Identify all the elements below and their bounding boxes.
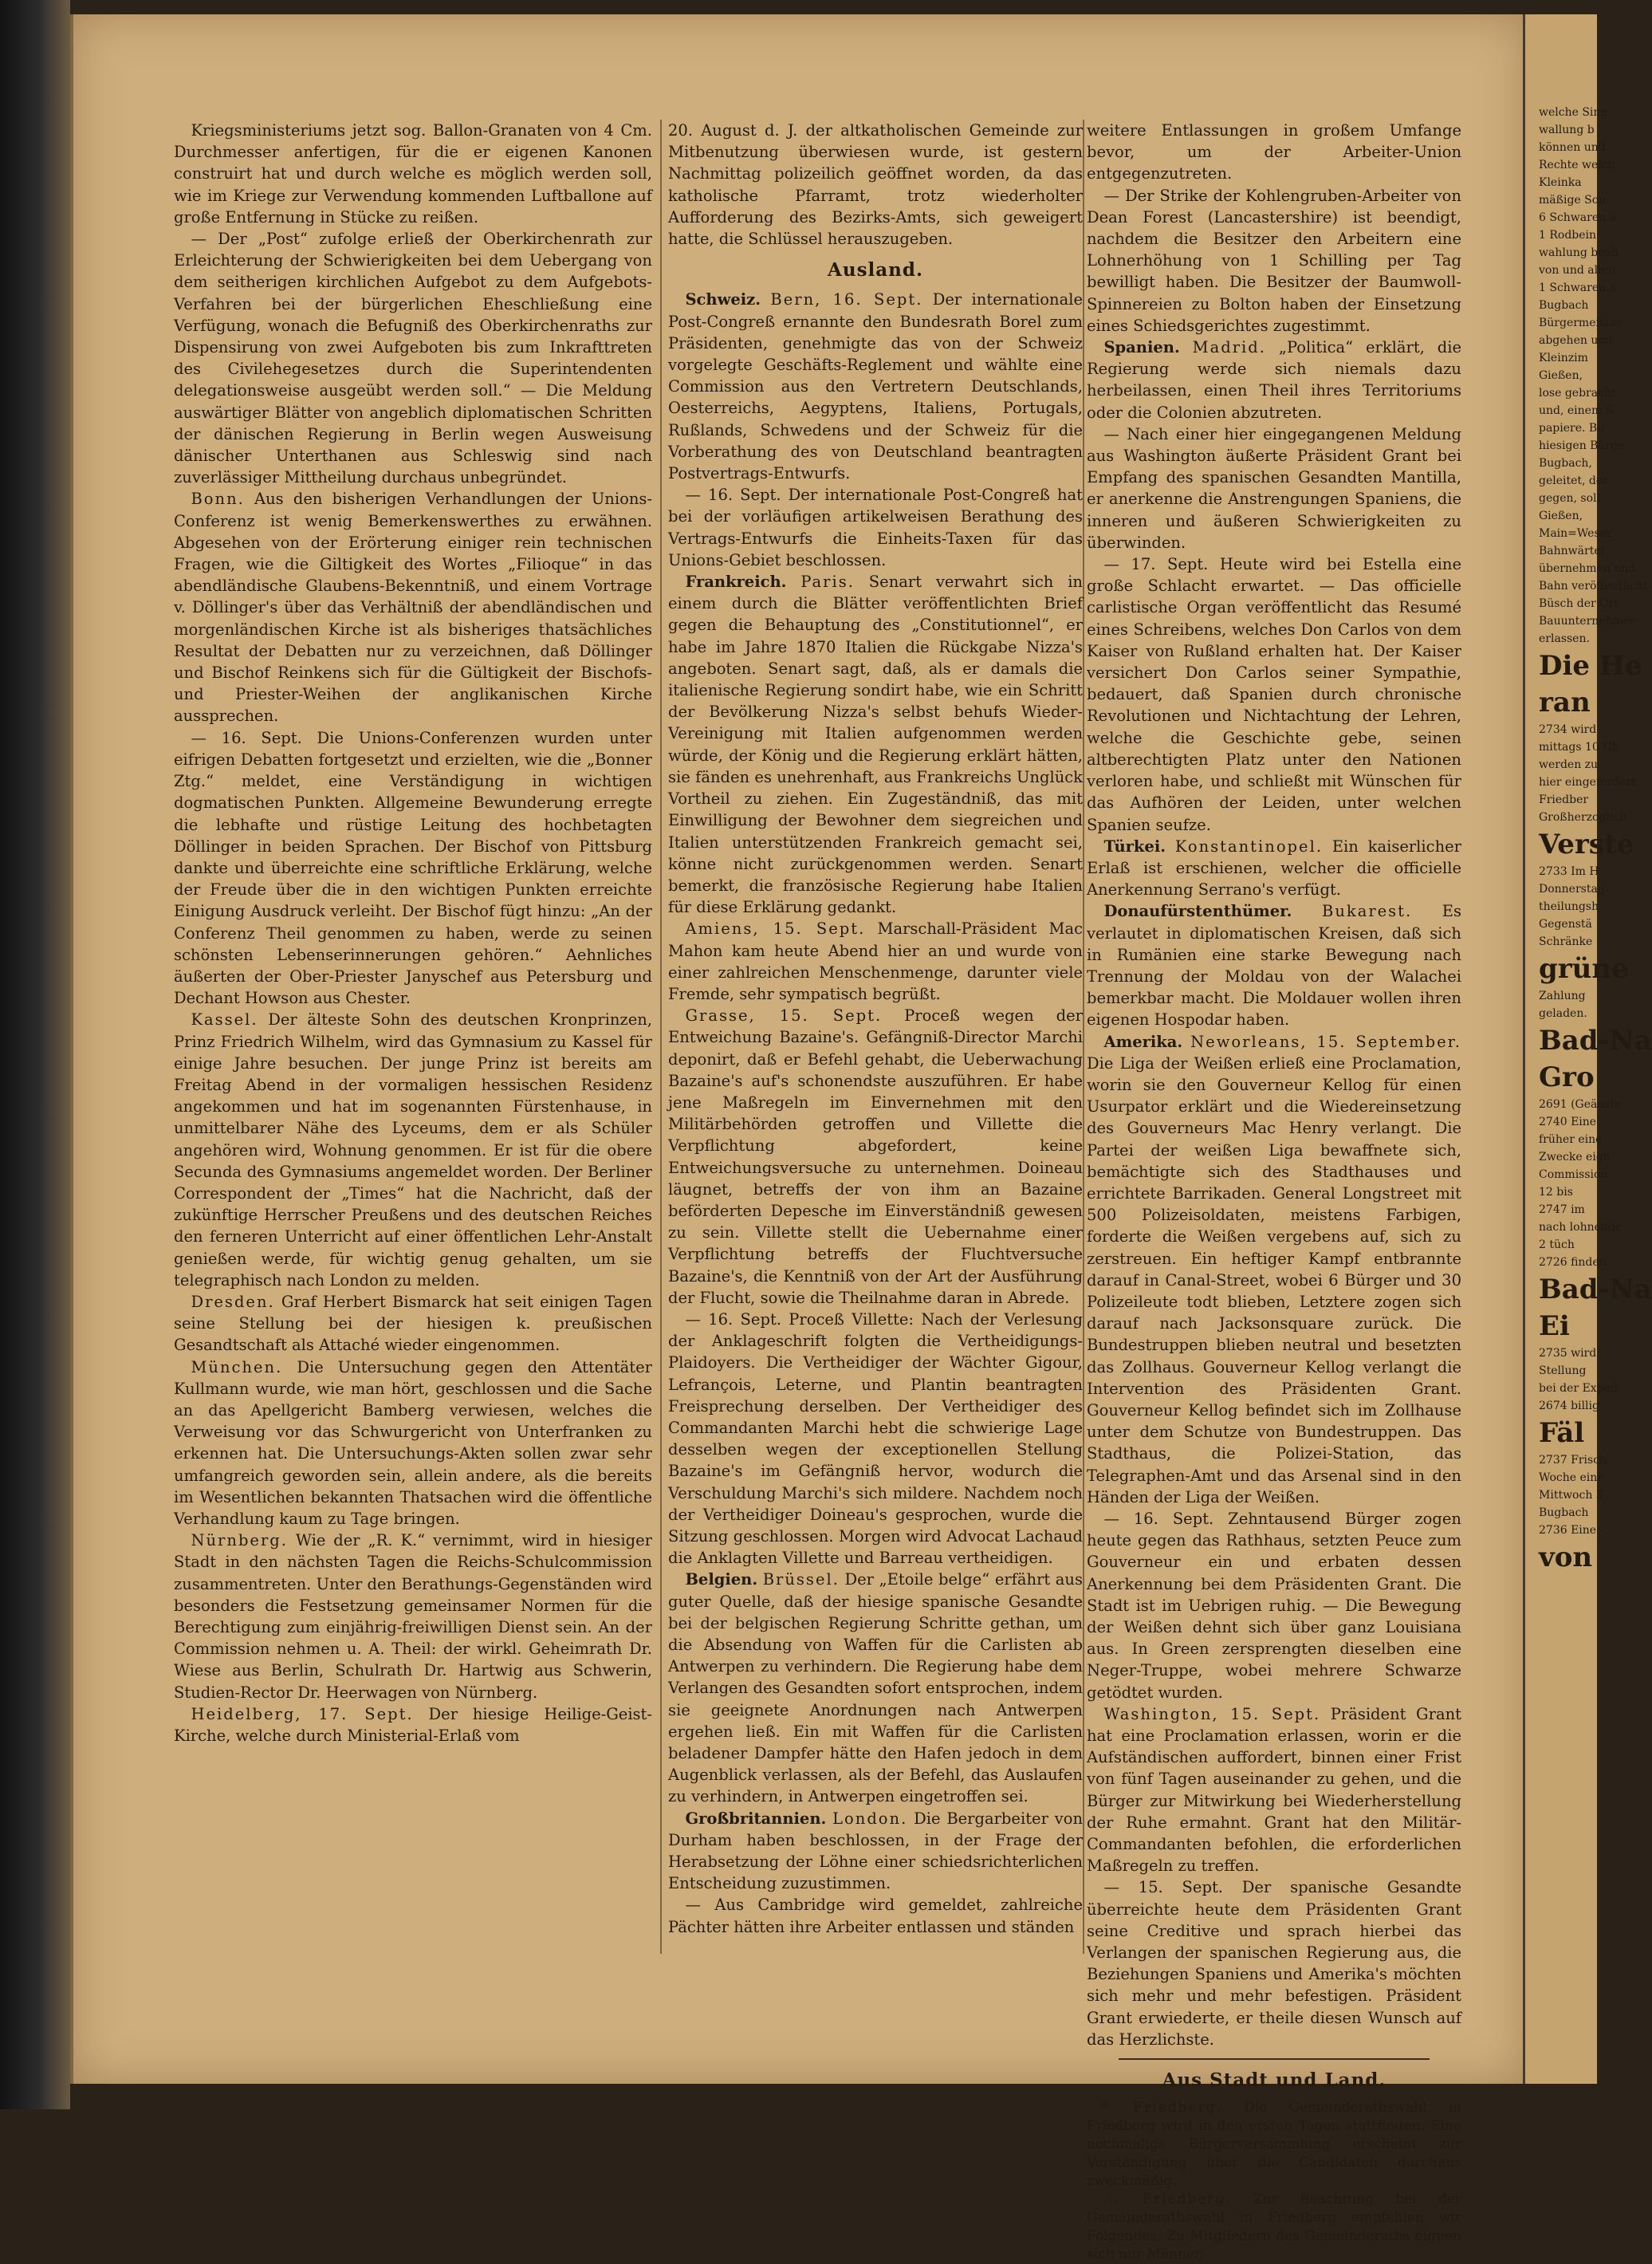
article-text: Die Liga der Weißen erließ eine Proclamation, worin sie den Gouverneur Kellog für einen Usurpator erklärt und die Wiedereinsetzung des Gouverneurs Mac Henry verlangt. Die Partei der weißen Liga bewaffnete sich, bemächtigte sich des Stadthauses und errichtete Barrikaden. General Longstreet mit 500 Polizeisoldaten, meistens Farbigen, forderte die Weißen vergebens auf, sich zu zerstreuen. Ein heftiger Kampf entbrannte darauf in Canal-Street, wobei 6 Bürger und 30 Polizeileute todt blieben, Letztere zogen sich darauf nach Jacksonsquare zurück. Die Bundestruppen blieben neutral und besetzten das Zollhaus. Gouverneur Kellog verlangt die Intervention des Präsidenten Grant. Gouverneur Kellog befindet sich im Zollhause unter dem Schutze von Bundestruppen. Das Stadthaus, die Polizei-Station, das Telegraphen-Amt und das Arsenal sind in den Händen der Liga der Weißen.	[1087, 1053, 1461, 1506]
edge-fragment: Ei	[1539, 1310, 1570, 1342]
column-rule	[660, 120, 662, 1954]
country-heading: Großbritannien.	[685, 1809, 827, 1828]
article-text: Graf Herbert Bismarck hat seit einigen Tagen seine Stellung bei der hiesigen k. preußischen Gesandtschaft als Attaché wieder eingenommen.	[174, 1292, 652, 1355]
edge-fragment: werden zu	[1539, 758, 1599, 771]
adjacent-page-text	[1539, 104, 1652, 1962]
article-text: Wie der „R. K.“ vernimmt, wird in hiesiger Stadt in den nächsten Tagen die Reichs-Schulcommission zusammentreten. Unter den Berathungs-Gegenständen wird besonders die Festsetzung gemeinsamer Normen für die Berechtigung zum einjährig-freiwilligen Dienst sein. An der Commission nehmen u. A. Theil: der wirkl. Geheimrath Dr. Wiese aus Berlin, Schulrath Dr. Hartwig aus Schwerin, Studien-Rector Dr. Heerwagen von Nürnberg.	[174, 1531, 652, 1702]
edge-fragment: 2740 Eine	[1539, 1116, 1597, 1128]
article-paragraph	[1087, 900, 1461, 1030]
article-paragraph	[1087, 1703, 1461, 1877]
dateline: Paris.	[800, 573, 855, 592]
dateline: Bukarest.	[1321, 902, 1413, 921]
edge-fragment: 2726 finden	[1539, 1256, 1607, 1269]
edge-fragment: Bahnwärter	[1539, 545, 1607, 557]
edge-fragment: Rechte welch	[1539, 159, 1615, 171]
article-paragraph	[174, 727, 652, 1010]
edge-fragment: Büsch der Ort	[1539, 597, 1619, 610]
article-text: — 16. Sept. Der internationale Post-Congreß hat bei der vorläufigen artikelweisen Berathung des Vertrags-Entwurfs die Einheits-Taxen für das Unions-Gebiet beschlossen.	[668, 486, 1083, 569]
country-heading: Spanien.	[1103, 338, 1180, 357]
dateline: Grasse, 15. Sept.	[685, 1006, 883, 1026]
article-paragraph	[1087, 836, 1461, 901]
article-text: Der älteste Sohn des deutschen Kronprinzen, Prinz Friedrich Wilhelm, wird das Gymnasium zu Kassel für einige Jahre besuchen. Der junge Prinz ist bereits am Freitag Abend in der vormaligen hessischen Residenz angekommen und hat im sogenannten Fürstenhause, in unmittelbarer Nähe des Lyceums, dem er als Schüler angehören wird, Wohnung genommen. Er ist für die obere Secunda des Gymnasiums angemeldet worden. Der Berliner Correspondent der „Times“ hat die Nachricht, daß der zukünftige Herrscher Preußens und des deutschen Reiches den ferneren Unterricht auf einer öffentlichen Lehr-Anstalt genießen werde, für wichtig genug gehalten, um sie telegraphisch nach London zu melden.	[174, 1010, 652, 1289]
edge-fragment: von und allen	[1539, 264, 1615, 277]
edge-fragment: Bugbach	[1539, 1506, 1589, 1519]
edge-fragment: übernehmen und	[1539, 562, 1636, 575]
article-paragraph	[174, 488, 652, 726]
edge-fragment: Gießen,	[1539, 510, 1583, 522]
edge-fragment: Mittwoch 3	[1539, 1489, 1603, 1502]
article-text: 20. August d. J. der altkatholischen Gemeinde zur Mitbenutzung überwiesen wurde, ist gestern Nachmittag polizeilich geöffnet worden, da das katholische Pfarramt, trotz wiederholter Aufforderung des Bezirks-Amts, sich geweigert hatte, die Schlüssel herauszugeben.	[668, 121, 1083, 249]
article-text: Zur Beachtung bei der Gemeinderathswahl in Friedberg empfehlen wir Folgendes: Zu Mitgliedern des Gemeinderaths eignen sich nur Männer,	[1087, 2191, 1461, 2263]
edge-fragment: mittags 10 Uh	[1539, 741, 1620, 754]
edge-fragment: gegen, soll	[1539, 492, 1600, 505]
article-paragraph	[1087, 1031, 1461, 1508]
country-heading: Türkei.	[1103, 837, 1166, 856]
edge-fragment: wahlung beab	[1539, 246, 1619, 259]
edge-fragment: Fäl	[1539, 1417, 1585, 1449]
edge-fragment: Bad-Na	[1539, 1274, 1652, 1305]
article-paragraph	[174, 120, 652, 228]
edge-fragment: 2 tüch	[1539, 1238, 1575, 1251]
dateline: * Friedberg.	[1101, 2100, 1223, 2116]
edge-fragment: Bauunternehmer	[1539, 615, 1635, 628]
edge-fragment: grüne	[1539, 953, 1629, 985]
article-text: — 15. Sept. Der spanische Gesandte überreichte heute dem Präsidenten Grant seine Creditive und sprach hierbei das Verlangen der spanischen Regierung aus, die Beziehungen Spaniens und Amerika's möchten sich mehr und mehr befestigen. Präsident Grant erwiederte, er theile diesen Wunsch auf das Herzlichste.	[1087, 1878, 1461, 2049]
edge-fragment: Schränke	[1539, 935, 1593, 948]
edge-fragment: hiesigen Bürge	[1539, 439, 1625, 452]
country-heading: Frankreich.	[685, 573, 787, 592]
edge-fragment: 2747 im	[1539, 1203, 1585, 1216]
edge-fragment: hier eingefordert	[1539, 776, 1636, 789]
edge-fragment: bei der Exped	[1539, 1382, 1618, 1395]
edge-fragment: 1 Rodbein	[1539, 229, 1597, 242]
edge-fragment: Bürgermeister	[1539, 317, 1622, 329]
edge-fragment: geladen.	[1539, 1007, 1587, 1020]
article-text: — Aus Cambridge wird gemeldet, zahlreiche Pächter hätten ihre Arbeiter entlassen und ständen	[668, 1896, 1083, 1936]
dateline: München.	[191, 1357, 283, 1376]
article-text: Es verlautet in diplomatischen Kreisen, daß sich in Rumänien eine starke Bewegung nach Trennung der Moldau von der Walachei bemerkbar macht. Die Moldauer wollen ihren eigenen Hospodar haben.	[1087, 902, 1462, 1030]
dateline: Dresden.	[191, 1292, 275, 1311]
edge-fragment: Donnerstag	[1539, 883, 1605, 896]
edge-fragment: Gro	[1539, 1061, 1595, 1093]
article-text: — 16. Sept. Proceß Villette: Nach der Verlesung der Anklageschrift folgten die Vertheidigungs-Plaidoyers. Die Vertheidiger der Wächter Gigour, Lefrançois, Leterne, und Plantin beantragten Freisprechung derselben. Der Vertheidiger des Commandanten Marchi hebt die schwierige Lage desselben wegen der exceptionellen Stellung Bazaine's im Gefängniß hervor, wodurch die Verschuldung Marchi's sich mildere. Nachdem noch der Vertheidiger Doineau's gesprochen, wurde die Sitzung geschlossen. Morgen wird Advocat Lachaud die Anklagten Villette und Barreau vertheidigen.	[668, 1309, 1083, 1568]
article-paragraph	[668, 1309, 1083, 1569]
edge-fragment: geleitet, der	[1539, 474, 1608, 487]
article-text: — Der Strike der Kohlengruben-Arbeiter von Dean Forest (Lancastershire) ist beendigt, nachdem die Besitzer den Arbeitern eine Lohnerhöhung von 1 Schilling per Tag bewilligt haben. Die Besitzer der Baumwoll-Spinnereien zu Bolton haben der Einsetzung eines Schiedsgerichtes zugestimmt.	[1087, 186, 1461, 335]
article-paragraph	[174, 1291, 652, 1356]
article-paragraph	[1087, 337, 1461, 423]
article-text: — 16. Sept. Die Unions-Conferenzen wurden unter eifrigen Debatten fortgesetzt und erzielten, wie die „Bonner Ztg.“ meldet, eine Verständigung in wichtigen dogmatischen Punkten. Allgemeine Bewunderung erregte die lebhafte und rüstige Leitung des hochbetagten Döllinger in beiden Sprachen. Der Bischof von Pittsburg dankte und überreichte eine schriftliche Erklärung, welche der Freude über die in den wichtigen Punkten erreichte Einigung Ausdruck verleiht. Der Bischof fügt hinzu: „An der Conferenz Theil genommen zu haben, werde zu seinen schönsten Lebenserinnerungen gehören.“ Aehnliches äußerten der Ober-Priester Janyschef aus Petersburg und Dechant Howson aus Chester.	[174, 728, 652, 1008]
dateline: Konstantinopel.	[1174, 837, 1324, 856]
article-text: — 16. Sept. Zehntausend Bürger zogen heute gegen das Rathhaus, setzten Peuce zum Gouverneur ein und erbaten dessen Anerkennung bei dem Präsidenten Grant. Die Stadt ist im Uebrigen ruhig. — Die Bewegung der Weißen dehnt sich über ganz Louisiana aus. In Green zersprengten dieselben eine Neger-Truppe, wobei mehrere Schwarze getödtet wurden.	[1087, 1510, 1461, 1702]
article-text: — Der „Post“ zufolge erließ der Oberkirchenrath zur Erleichterung der Schwierigkeiten bei dem Uebergang von dem seitherigen kirchlichen Aufgebot zu dem Aufgebots-Verfahren bei der bürgerlichen Eheschließung eine Verfügung, wonach die Befugniß des Oberkirchenraths zur Dispensirung von zwei Aufgeboten bis zum Inkrafttreten des Civilehegesetzes durch die Superintendenten delegationsweise ausgeübt werden soll.“ — Die Meldung auswärtiger Blätter von angeblich diplomatischen Schritten der dänischen Regierung in Berlin wegen Ausweisung dänischer Unterthanen aus Schleswig sind nach zuverlässiger Mittheilung durchaus unbegründet.	[174, 230, 652, 487]
edge-fragment: können und	[1539, 141, 1606, 154]
edge-fragment: Zahlung	[1539, 990, 1586, 1002]
edge-fragment: 12 bis	[1539, 1186, 1573, 1199]
article-text: Kriegsministeriums jetzt sog. Ballon-Granaten von 4 Cm. Durchmesser anfertigen, für die er eigenen Kanonen construirt hat und durch welche es möglich werden soll, wie im Kriege zur Verwendung kommenden Luftballone auf große Entfernung in Stücke zu reißen.	[174, 121, 652, 226]
article-paragraph	[1087, 1508, 1461, 1703]
edge-fragment: Zwecke eign	[1539, 1151, 1611, 1163]
article-paragraph	[174, 1356, 652, 1530]
edge-fragment: lose gebracht	[1539, 387, 1616, 400]
article-paragraph	[668, 571, 1083, 918]
dateline: Washington, 15. Sept.	[1103, 1704, 1321, 1723]
article-paragraph	[174, 1530, 652, 1703]
article-text: „Politica“ erklärt, die Regierung werde sich niemals dazu herbeilassen, einen Theil ihres Territoriums oder die Colonien abzutreten.	[1087, 338, 1462, 422]
edge-fragment: Main=Weser	[1539, 527, 1612, 540]
edge-fragment: 2674 billig	[1539, 1400, 1599, 1412]
article-paragraph	[1087, 185, 1461, 337]
article-text: — Nach einer hier eingegangenen Meldung aus Washington äußerte Präsident Grant bei Empfang des spanischen Gesandten Mantilla, er anerkenne die Anstrengungen Spaniens, die inneren und äußeren Schwierigkeiten zu überwinden.	[1087, 424, 1461, 552]
article-text: Der hiesige Heilige-Geist-Kirche, welche durch Ministerial-Erlaß vom	[174, 1704, 652, 1746]
edge-fragment: 6 Schwaren a	[1539, 211, 1616, 224]
edge-fragment: Friedber	[1539, 793, 1589, 806]
edge-fragment: von	[1539, 1541, 1593, 1573]
article-paragraph	[668, 1005, 1083, 1309]
dateline: Nürnberg.	[191, 1531, 288, 1550]
article-text: Marschall-Präsident Mac Mahon kam heute Abend hier an und wurde von einer zahlreichen Menschenmenge, darunter viele Fremde, sehr sympatisch begrüßt.	[668, 919, 1083, 1003]
section-heading: Ausland.	[828, 259, 923, 282]
dateline: Kassel.	[191, 1010, 258, 1030]
dateline: .·. Friedberg.	[1101, 2191, 1232, 2208]
local-news	[1087, 2099, 1461, 2264]
edge-fragment: Bahn veröffentlicht	[1539, 580, 1648, 593]
edge-fragment: Die He	[1539, 650, 1642, 682]
edge-fragment: Bugbach,	[1539, 457, 1592, 470]
edge-fragment: Gießen,	[1539, 369, 1583, 382]
edge-fragment: erlassen.	[1539, 632, 1590, 645]
edge-fragment: 2736 Eine	[1539, 1524, 1597, 1537]
article-text: Senart verwahrt sich in einem durch die Blätter veröffentlichten Brief gegen die Behauptung des „Constitutionnel“, er habe im Jahre 1870 Italien die Rückgabe Nizza's angeboten. Senart sagt, daß, als er damals die italienische Regierung sondirt habe, wie ein Schritt der Bevölkerung Nizza's selbst behufs Wieder-Vereinigung mit Italien aufgenommen werden würde, der König und die Regierung erklärt hätten, sie fänden es unehrenhaft, aus Frankreichs Unglück Vortheil zu ziehen. Ein Zugeständniß, das mit Einwilligung der Bewohner dem siegreichen und Italien unterstützenden Frankreich gemacht sei, könne nicht zurückgenommen werden. Senart bemerkt, die französische Regierung habe Italien für diese Erklärung gedankt.	[668, 573, 1083, 917]
article-text: Proceß wegen der Entweichung Bazaine's. Gefängniß-Director Marchi deponirt, daß er Befehl gehabt, die Ueberwachung Bazaine's auf's schonendste auszuführen. Er habe jene Maßregeln im Einvernehmen mit den Militärbehörden getroffen und Villette die Verpflichtung abgefordert, keine Entweichungsversuche zu unternehmen. Doineau läugnet, betreffs der von ihm an Bazaine beförderten Depesche im Einverständniß gewesen zu sein. Villette stellt die Uebernahme einer Verpflichtung betreffs der Fluchtversuche Bazaine's, die Kenntniß von der Art der Ausführung der Flucht, sowie die Theilnahme daran in Abrede.	[668, 1006, 1084, 1307]
dateline: Amiens, 15. Sept.	[685, 919, 866, 939]
article-text: Ein kaiserlicher Erlaß ist erschienen, welcher die officielle Anerkennung Serrano's verfügt.	[1087, 837, 1461, 900]
article-paragraph	[174, 228, 652, 488]
article-text: — 17. Sept. Heute wird bei Estella eine große Schlacht erwartet. — Das officielle carlistische Organ veröffentlicht das Resumé eines Schreibens, welches Don Carlos von dem Kaiser von Rußland erhalten hat. Der Kaiser versichert Don Carlos seiner Sympathie, bedauert, daß Spanien durch chronische Revolutionen und Nichtachtung der Lehren, welche die Geschichte gebe, seinen altberechtigten Platz unter den Nationen verloren habe, und schließt mit Wünschen für das Aufhören der Leiden, unter welchen Spanien seufze.	[1087, 555, 1461, 834]
article-text: Der „Etoile belge“ erfährt aus guter Quelle, daß der hiesige spanische Gesandte bei der belgischen Regierung Schritte gethan, um die Absendung von Waffen für die Carlisten ab Antwerpen zu verhindern. Die Regierung habe dem Verlangen des Gesandten sofort entsprochen, indem sie geeignete Anordnungen nach Antwerpen ergehen ließ. Ein mit Waffen für die Carlisten beladener Dampfer hätte den Hafen jedoch in dem Augenblick verlassen, als der Befehl, das Auslaufen zu verhindern, in Antwerpen eingetroffen sei.	[668, 1570, 1083, 1806]
column-3	[1087, 120, 1462, 2263]
edge-fragment: und, einem S	[1539, 404, 1614, 417]
book-spine	[0, 0, 70, 2109]
edge-fragment: Kleinka	[1539, 176, 1582, 189]
edge-fragment: papiere. Bu	[1539, 422, 1605, 435]
dateline: London.	[832, 1809, 908, 1828]
article-paragraph	[668, 1894, 1083, 1937]
article-text: Die Bergarbeiter von Durham haben beschlossen, in der Frage der Herabsetzung der Löhne einer schiedsrichterlichen Entscheidung zuzustimmen.	[668, 1809, 1083, 1893]
article-paragraph	[1087, 423, 1461, 553]
article-text: Die Gemeinderathswahl in Friedberg wird in den ersten Tagen stattfinden. Eine nochmalige Bürgerversammlung erscheint zur Verständigung über die Candidaten durchaus zweckmäßig.	[1087, 2100, 1462, 2190]
dateline: Bonn.	[191, 490, 245, 509]
edge-fragment: ran	[1539, 687, 1591, 719]
edge-fragment: Woche eine	[1539, 1471, 1604, 1484]
edge-fragment: Verste	[1539, 829, 1634, 860]
column-3-articles	[1087, 120, 1461, 2050]
country-heading: Donaufürstenthümer.	[1103, 902, 1292, 921]
dateline: Bern, 16. Sept.	[770, 290, 923, 309]
article-paragraph	[668, 484, 1083, 571]
edge-fragment: 2734 wird	[1539, 723, 1597, 736]
column-2	[668, 120, 1083, 1978]
column-rule	[1083, 120, 1084, 1954]
article-paragraph	[1087, 2191, 1461, 2264]
dateline: Neworleans, 15. September.	[1190, 1032, 1461, 1051]
dateline: Brüssel.	[762, 1570, 840, 1589]
edge-fragment: 2691 (Geänste	[1539, 1098, 1622, 1111]
edge-fragment: Gegenstä	[1539, 918, 1592, 931]
section-heading-local: Aus Stadt und Land.	[1162, 2069, 1386, 2092]
edge-fragment: theilungsh	[1539, 900, 1599, 913]
edge-fragment: 2733 Im H	[1539, 865, 1599, 878]
article-text: Präsident Grant hat eine Proclamation erlassen, worin er die Aufständischen auffordert, binnen einer Frist von fünf Tagen auseinander zu gehen, und die Bürger zur Mitwirkung bei Wiederherstellung der Ruhe ermahnt. Grant hat den Militär-Commandanten befohlen, die erforderlichen Maßregeln zu treffen.	[1087, 1704, 1461, 1876]
edge-fragment: welche Sinn	[1539, 106, 1608, 119]
edge-fragment: Stellung	[1539, 1364, 1587, 1377]
edge-fragment: Großherzoglich	[1539, 811, 1627, 824]
article-paragraph	[174, 1703, 652, 1746]
section-divider	[1119, 2058, 1430, 2060]
edge-fragment: 2737 Frisch	[1539, 1454, 1607, 1467]
edge-fragment: abgehen und	[1539, 334, 1613, 347]
article-text: weitere Entlassungen in großem Umfange bevor, um der Arbeiter-Union entgegenzutreten.	[1087, 121, 1461, 183]
edge-fragment: Bugbach	[1539, 299, 1589, 312]
article-paragraph	[668, 120, 1083, 250]
edge-fragment: Bad-Na	[1539, 1025, 1652, 1057]
edge-fragment: nach lohnende	[1539, 1221, 1622, 1234]
article-paragraph	[668, 1808, 1083, 1895]
article-paragraph	[1087, 2099, 1461, 2191]
edge-fragment: Kleinzim	[1539, 352, 1588, 364]
country-heading: Amerika.	[1103, 1032, 1183, 1051]
article-paragraph	[1087, 1876, 1461, 2050]
edge-fragment: wallung b	[1539, 124, 1595, 136]
article-paragraph	[1087, 120, 1461, 185]
article-paragraph	[668, 289, 1083, 484]
article-paragraph	[668, 918, 1083, 1005]
article-text: Der internationale Post-Congreß ernannte den Bundesrath Borel zum Präsidenten, genehmigte das von der Schweiz vorgelegte Geschäfts-Reglement und wählte eine Commission aus den Vertretern Deutschlands, Oesterreichs, Aegyptens, Italiens, Portugals, Rußlands, Schwedens und der Schweiz für die Vorberathung des von Deutschland beantragten Postvertrags-Entwurfs.	[668, 290, 1084, 483]
article-text: Aus den bisherigen Verhandlungen der Unions-Conferenz ist wenig Bemerkenswerthes zu erwähnen. Abgesehen von der Erörterung einiger rein technischen Fragen, wie die Giltigkeit des Wortes „Filioque“ in das abendländische Glaubens-Bekenntniß, und einem Vortrage v. Döllinger's über das Verhältniß der abendländischen und morgenländischen Kirche ist als bisheriges thatsächliches Resultat der Debatten nur zu verzeichnen, daß Döllinger und Bischof Reinkens sich für die Gültigkeit der Bischofs- und Priester-Weihen der anglikanischen Kirche aussprechen.	[174, 490, 652, 726]
edge-fragment: Commission	[1539, 1168, 1608, 1181]
edge-fragment: 2735 wird	[1539, 1347, 1597, 1360]
article-paragraph	[1087, 553, 1461, 836]
dateline: Madrid.	[1192, 338, 1266, 357]
column-1	[174, 120, 652, 1978]
edge-fragment: 1 Schwaren a	[1539, 282, 1616, 294]
country-heading: Schweiz.	[685, 290, 761, 309]
article-paragraph	[174, 1009, 652, 1291]
edge-fragment: früher eine	[1539, 1133, 1603, 1146]
dateline: Heidelberg, 17. Sept.	[191, 1704, 414, 1723]
country-heading: Belgien.	[685, 1570, 758, 1589]
edge-fragment: mäßige Sou	[1539, 194, 1607, 207]
article-paragraph	[668, 1569, 1083, 1807]
article-text: Die Untersuchung gegen den Attentäter Kullmann wurde, wie man hört, geschlossen und die Sache an das Apellgericht Bamberg verwiesen, welches die Verweisung vor das Schwurgericht von Unterfranken zu erkennen hat. Die Untersuchungs-Akten sollen zwar sehr umfangreich geworden sein, allein andere, als die bereits im Wesentlichen bekannten Thatsachen wird die öffentliche Verhandlung kaum zu Tage bringen.	[174, 1357, 652, 1528]
